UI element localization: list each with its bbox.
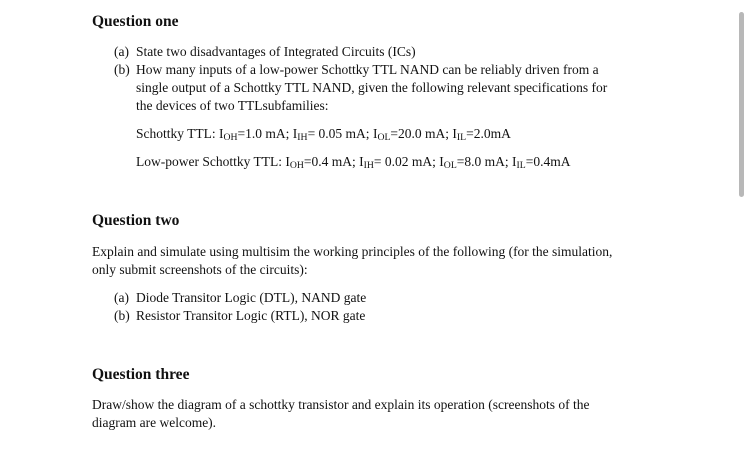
q2-item-b-marker: (b) bbox=[114, 308, 130, 323]
spec-label: Low-power Schottky TTL: bbox=[136, 154, 282, 169]
q2-body-line-2: only submit screenshots of the circuits): bbox=[92, 262, 308, 277]
spec-ioh: IOH=0.4 mA; bbox=[285, 154, 356, 172]
spec-iil: IIL=2.0mA bbox=[452, 126, 511, 144]
q2-item-b-text: Resistor Transitor Logic (RTL), NOR gate bbox=[136, 308, 366, 323]
q3-body-line-2: diagram are welcome). bbox=[92, 415, 217, 430]
question-two-title: Question two bbox=[92, 212, 180, 229]
spec-iil: IIL=0.4mA bbox=[512, 154, 571, 172]
q1-item-b-marker: (b) bbox=[114, 62, 130, 77]
spec-iih: IIH= 0.02 mA; bbox=[359, 154, 436, 172]
scrollbar-thumb[interactable] bbox=[739, 12, 744, 197]
q2-body-line-1: Explain and simulate using multisim the working principles of the following (for the simulation, bbox=[92, 244, 613, 259]
q1-item-a-text: State two disadvantages of Integrated Circuits (ICs) bbox=[136, 44, 416, 59]
spec-iol: IOL=8.0 mA; bbox=[439, 154, 509, 172]
q3-body-line-1: Draw/show the diagram of a schottky transistor and explain its operation (screenshots of the bbox=[92, 397, 590, 412]
q1-item-b-line-2: single output of a Schottky TTL NAND, given the following relevant specifications for bbox=[136, 80, 608, 95]
q1-item-b-line-1: How many inputs of a low-power Schottky TTL NAND can be reliably driven from a bbox=[136, 62, 599, 77]
spec-iih: IIH= 0.05 mA; bbox=[292, 126, 370, 144]
q2-item-a-text: Diode Transitor Logic (DTL), NAND gate bbox=[136, 290, 367, 305]
spec-label: Schottky TTL: bbox=[136, 126, 216, 141]
q1-item-b-line-3: the devices of two TTLsubfamilies: bbox=[136, 98, 329, 113]
low-power-schottky-spec-line bbox=[136, 153, 570, 172]
spec-iol: IOL=20.0 mA; bbox=[372, 126, 450, 144]
q2-item-a-marker: (a) bbox=[114, 290, 129, 305]
schottky-spec-line bbox=[136, 125, 511, 144]
question-three-title: Question three bbox=[92, 366, 190, 383]
question-one-title: Question one bbox=[92, 13, 179, 30]
q1-item-a-marker: (a) bbox=[114, 44, 129, 59]
spec-ioh: IOH=1.0 mA; bbox=[219, 126, 290, 144]
